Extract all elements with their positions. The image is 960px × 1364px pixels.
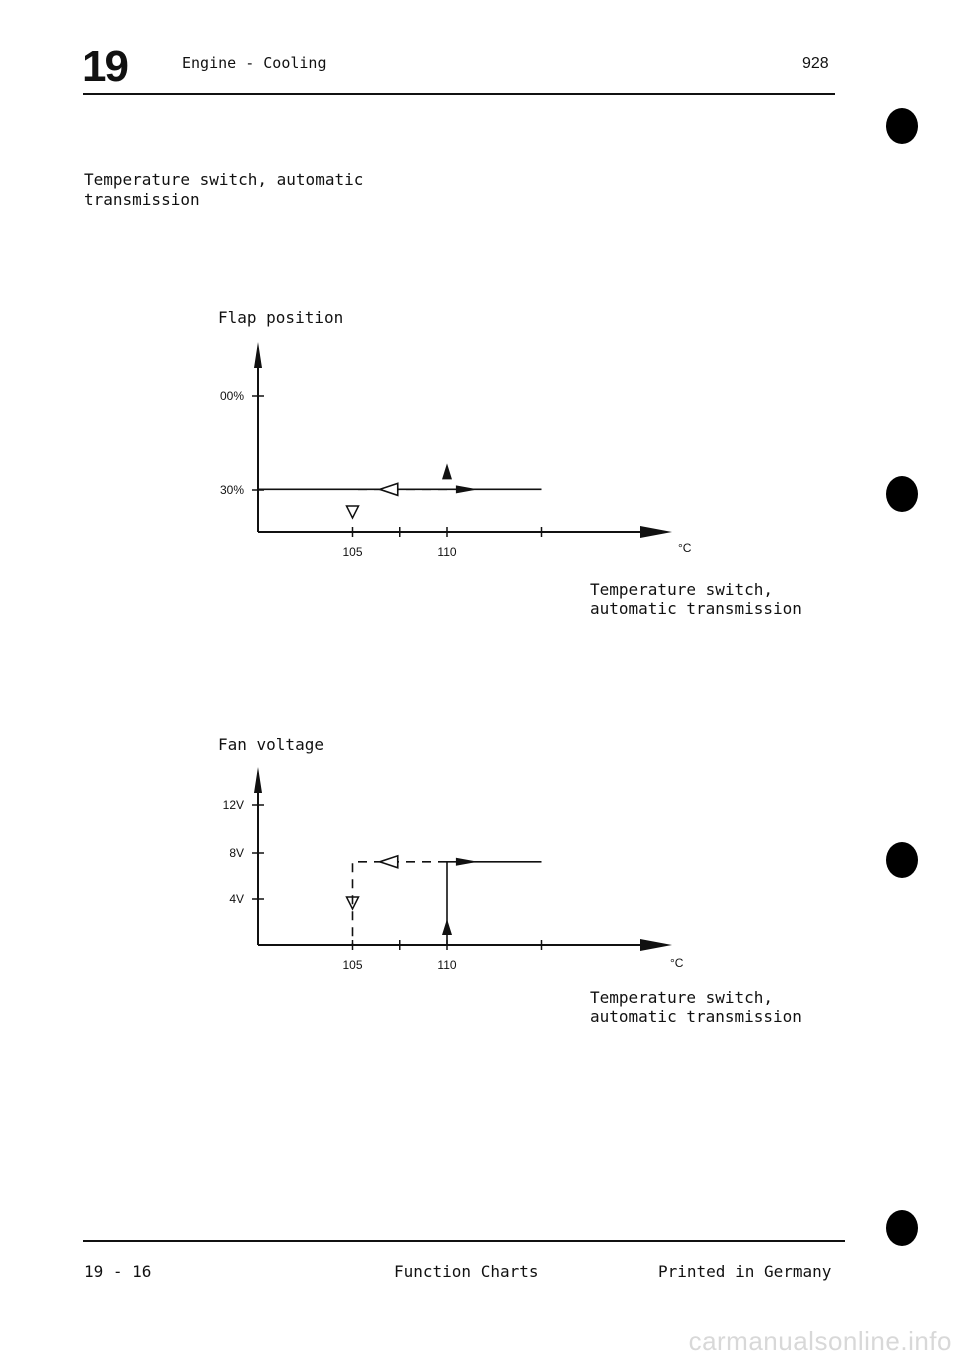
series-direction-arrow	[456, 858, 478, 866]
series-direction-arrow	[456, 485, 478, 493]
chart-title-fan-voltage: Fan voltage	[218, 735, 324, 754]
binder-hole	[886, 842, 918, 878]
y-tick-label: 00%	[219, 389, 244, 403]
header-rule	[83, 93, 835, 95]
return-direction-arrow	[380, 856, 398, 868]
series-rising-path	[258, 862, 542, 945]
x-unit-label: °C	[678, 541, 692, 555]
model-number: 928	[802, 55, 829, 72]
chapter-number: 19	[82, 42, 127, 91]
x-axis-arrow	[640, 526, 672, 538]
chart-caption-1: Temperature switch, automatic transmission	[590, 580, 802, 618]
y-tick-label: 4V	[229, 892, 244, 906]
binder-hole	[886, 108, 918, 144]
switch-on-arrow	[442, 919, 452, 935]
x-tick-label: 110	[437, 545, 457, 559]
footer-section: Function Charts	[394, 1262, 539, 1281]
x-tick-label: 110	[437, 958, 457, 972]
return-direction-arrow	[380, 483, 398, 495]
fan-voltage-chart	[200, 765, 700, 980]
y-axis-arrow	[254, 342, 262, 368]
footer-rule	[83, 1240, 845, 1242]
watermark: carmanualsonline.info	[688, 1326, 952, 1356]
x-axis-arrow	[640, 939, 672, 951]
y-tick-label: 12V	[222, 798, 244, 812]
x-unit-label: °C	[670, 956, 684, 970]
flap-position-chart	[200, 340, 700, 570]
switch-off-arrow	[347, 506, 359, 518]
binder-hole	[886, 1210, 918, 1246]
y-tick-label: 8V	[229, 846, 244, 860]
series-falling-path	[353, 862, 448, 945]
chart-caption-2: Temperature switch, automatic transmission	[590, 988, 802, 1026]
header-title: Engine - Cooling	[182, 54, 327, 72]
section-title: Temperature switch, automatic transmission	[84, 170, 364, 209]
y-axis-arrow	[254, 767, 262, 793]
y-tick-label: 30%	[219, 483, 244, 497]
footer-page-number: 19 - 16	[84, 1262, 152, 1281]
binder-hole	[886, 476, 918, 512]
footer-printed: Printed in Germany	[658, 1262, 832, 1281]
chart-title-flap-position: Flap position	[218, 308, 344, 327]
x-tick-label: 105	[342, 545, 363, 559]
switch-on-arrow	[442, 463, 452, 479]
x-tick-label: 105	[342, 958, 363, 972]
